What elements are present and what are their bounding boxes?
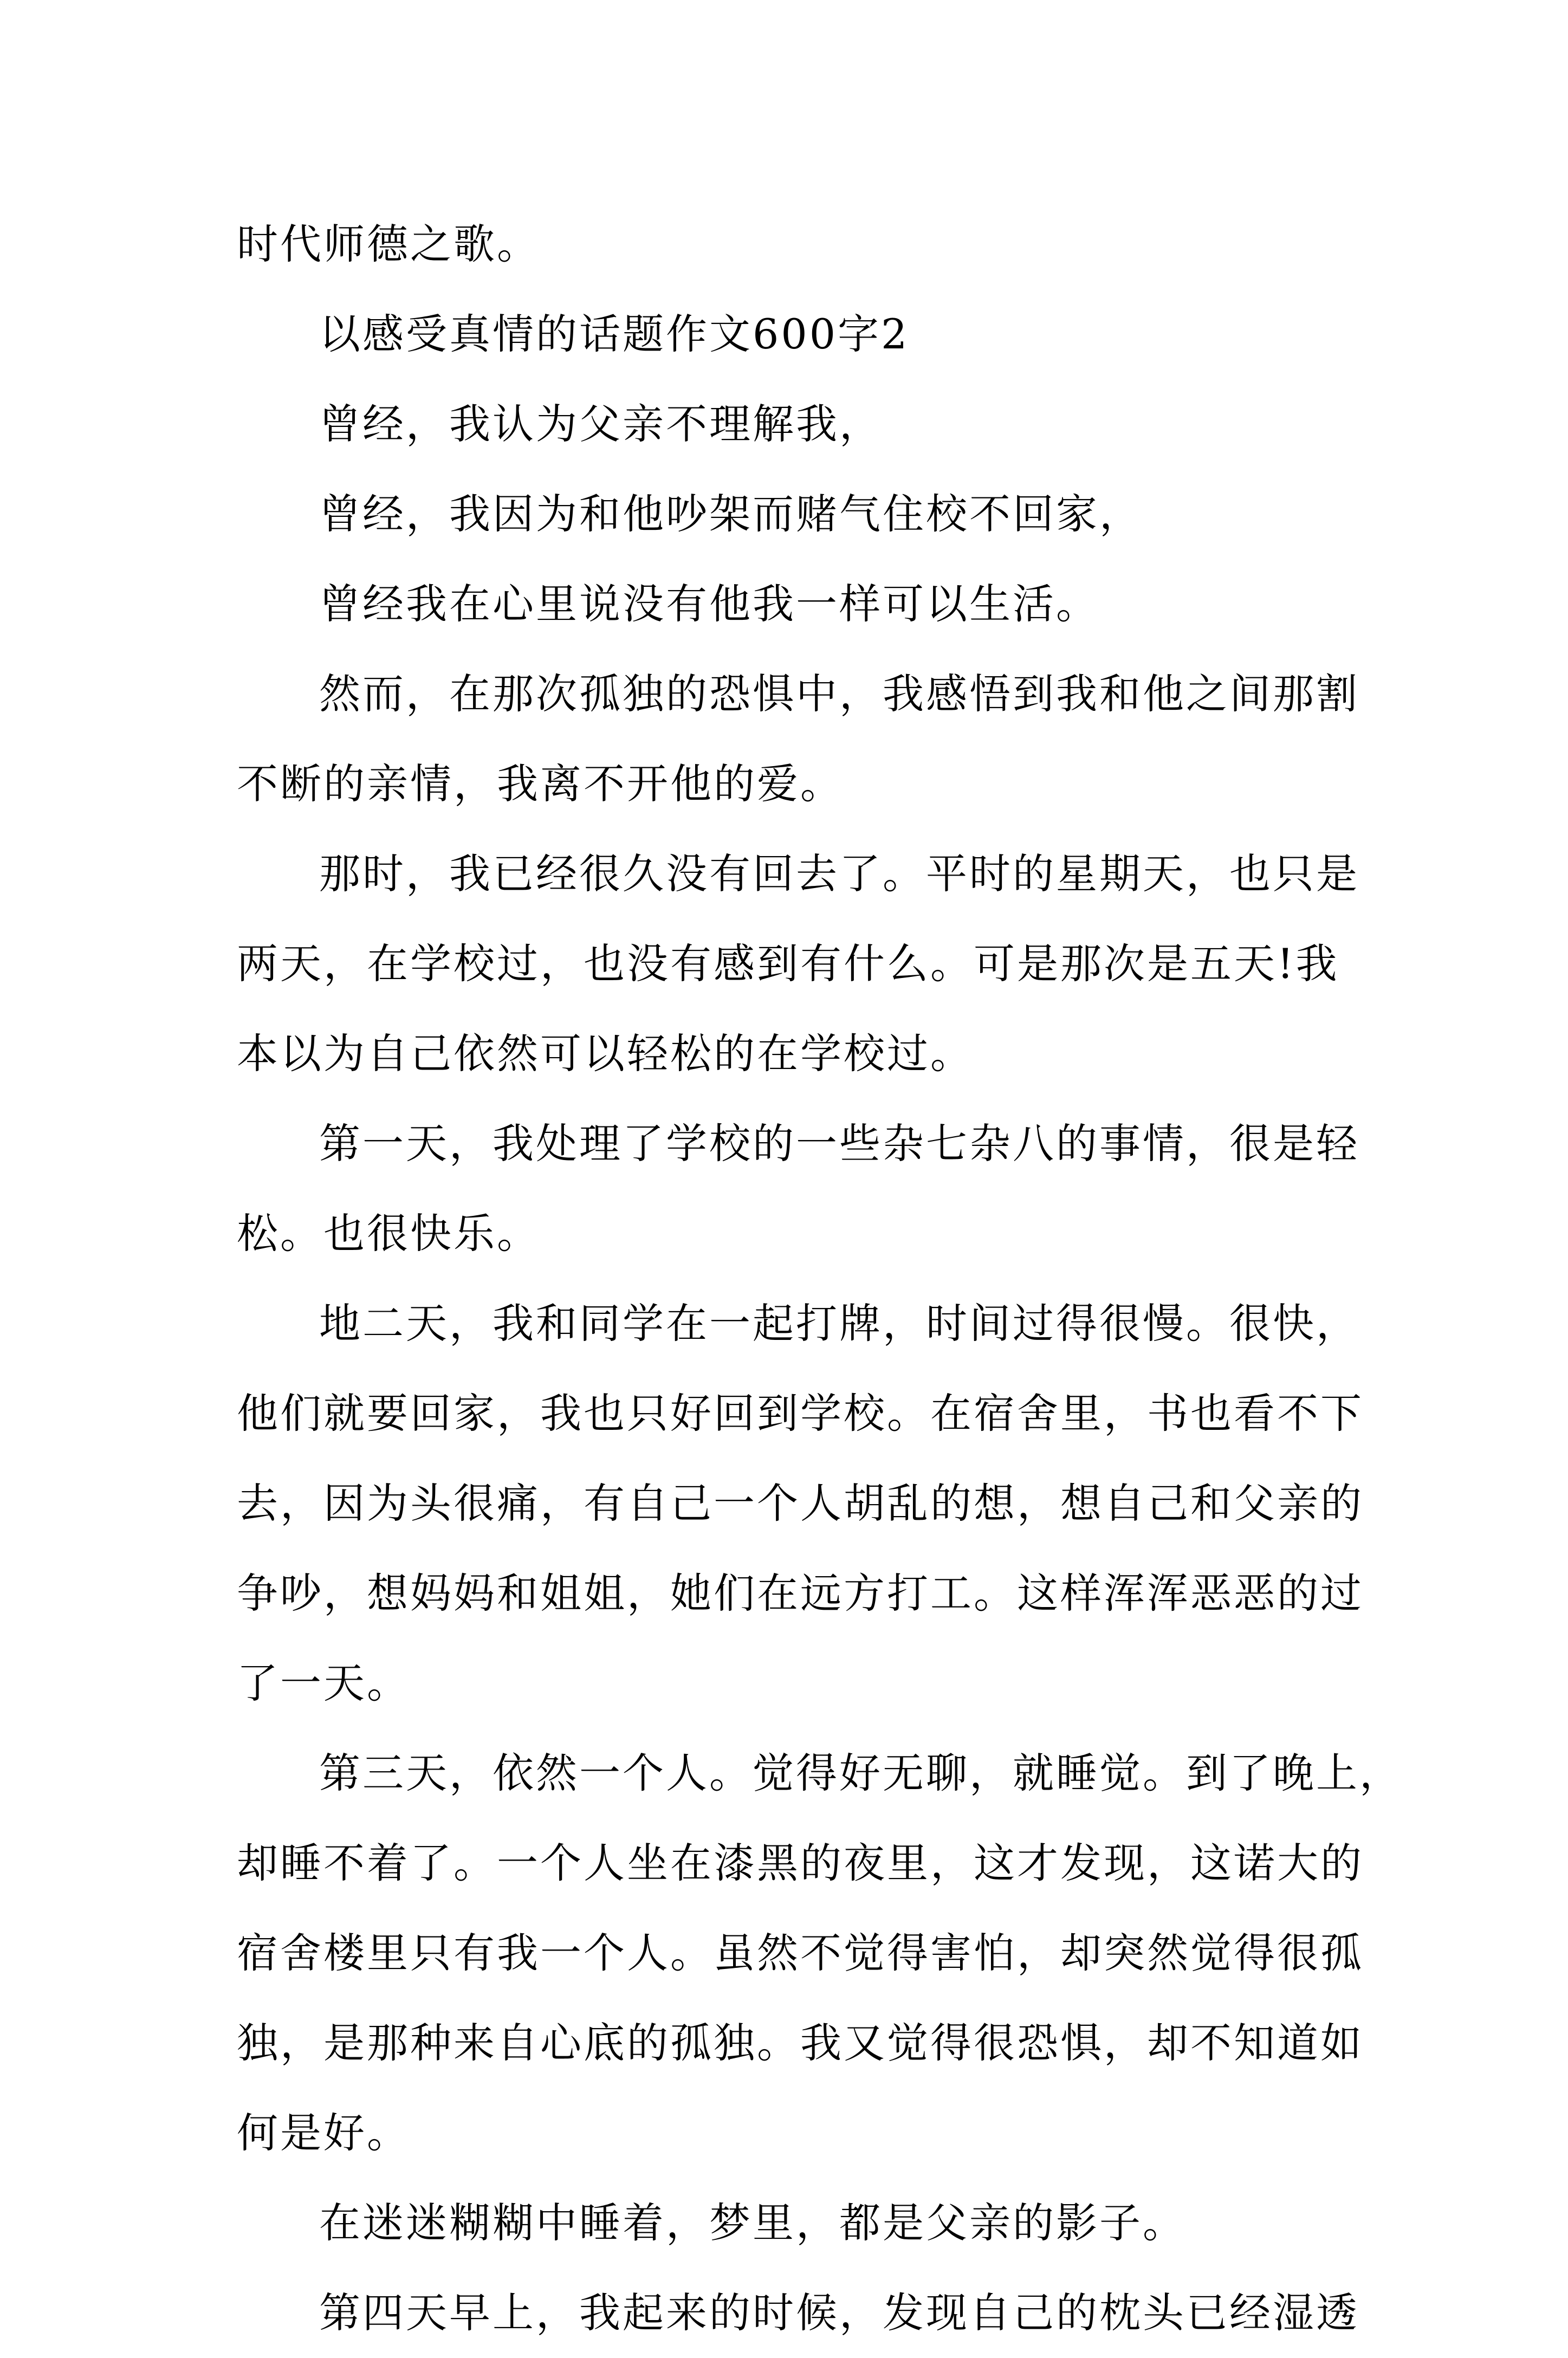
paragraph xyxy=(237,379,1347,469)
text-line: 松。也很快乐。 xyxy=(237,1209,540,1258)
paragraph xyxy=(237,469,1347,559)
text-line: 争吵，想妈妈和姐姐，她们在远方打工。这样浑浑恶恶的过 xyxy=(237,1569,1364,1617)
text-line: 那时，我已经很久没有回去了。平时的星期天，也只是 xyxy=(319,850,1359,898)
text-line: 了一天。 xyxy=(237,1659,410,1707)
text-line: 不断的亲情，我离不开他的爱。 xyxy=(237,760,844,808)
text-line: 第一天，我处理了学校的一些杂七杂八的事情，很是轻 xyxy=(319,1119,1359,1168)
paragraph xyxy=(237,2268,1359,2358)
paragraph xyxy=(237,649,1359,829)
paragraph xyxy=(237,559,1347,649)
text-line: 去，因为头很痛，有自己一个人胡乱的想，想自己和父亲的 xyxy=(237,1479,1364,1527)
paragraph xyxy=(237,1279,1364,1728)
essay-title xyxy=(237,289,1347,379)
text-line: 本以为自己依然可以轻松的在学校过。 xyxy=(237,1029,974,1078)
text-line: 两天，在学校过，也没有感到有什么。可是那次是五天!我 xyxy=(237,940,1339,988)
paragraph-closing-line xyxy=(237,199,1347,289)
text-line: 宿舍楼里只有我一个人。虽然不觉得害怕，却突然觉得很孤 xyxy=(237,1929,1364,1977)
text-line: 曾经我在心里说没有他我一样可以生活。 xyxy=(319,580,1099,628)
text-line: 何是好。 xyxy=(237,2109,410,2157)
document-body xyxy=(237,199,1403,2358)
text-line: 第四天早上，我起来的时候，发现自己的枕头已经湿透 xyxy=(319,2289,1359,2337)
text-line: 他们就要回家，我也只好回到学校。在宿舍里，书也看不下 xyxy=(237,1389,1364,1437)
text-line: 第三天，依然一个人。觉得好无聊，就睡觉。到了晚上， xyxy=(319,1749,1403,1797)
text-line: 时代师德之歌。 xyxy=(237,220,540,268)
text-line: 曾经，我因为和他吵架而赌气住校不回家， xyxy=(319,490,1143,538)
text-line: 然而，在那次孤独的恐惧中，我感悟到我和他之间那割 xyxy=(319,670,1359,718)
text-line: 以感受真情的话题作文600字2 xyxy=(319,310,910,358)
text-line: 曾经，我认为父亲不理解我， xyxy=(319,400,883,448)
paragraph xyxy=(237,2178,1347,2268)
paragraph xyxy=(237,829,1359,1099)
text-line: 却睡不着了。一个人坐在漆黑的夜里，这才发现，这诺大的 xyxy=(237,1839,1364,1887)
paragraph xyxy=(237,1728,1403,2178)
text-line: 在迷迷糊糊中睡着，梦里，都是父亲的影子。 xyxy=(319,2199,1186,2247)
text-line: 地二天，我和同学在一起打牌，时间过得很慢。很快， xyxy=(319,1299,1359,1348)
text-line: 独，是那种来自心底的孤独。我又觉得很恐惧，却不知道如 xyxy=(237,2019,1364,2067)
paragraph xyxy=(237,1099,1359,1279)
